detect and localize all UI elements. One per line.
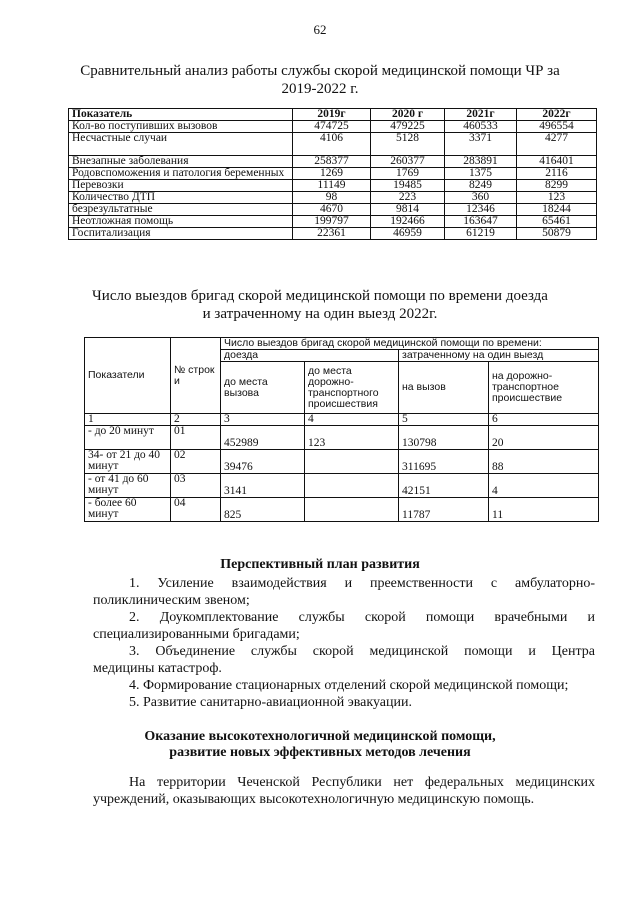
hightech-paragraph-line1: На территории Чеченской Республики нет федеральных медицинских xyxy=(129,775,595,790)
row-label: Несчастные случаи xyxy=(69,133,293,156)
value-cell: 4106 xyxy=(293,133,371,156)
plan-item-3-line1: 3. Объединение службы скорой медицинской помощи и Центра xyxy=(129,644,595,659)
column-number: 4 xyxy=(305,414,399,426)
row-label: - до 20 минут xyxy=(85,426,171,450)
column-number-row xyxy=(85,414,599,426)
table-row xyxy=(69,192,597,204)
value-cell: 5128 xyxy=(371,133,445,156)
arrival-time-header: доезда xyxy=(221,350,399,362)
table1-header-cell: 2021г xyxy=(445,109,517,121)
value-cell: 88 xyxy=(489,450,599,474)
hightech-heading-line1: Оказание высокотехнологичной медицинской помощи, xyxy=(144,729,496,744)
table1-header-cell: 2020 г xyxy=(371,109,445,121)
row-label: Неотложная помощь xyxy=(69,216,293,228)
plan-item-5: 5. Развитие санитарно-авиационной эвакуации. xyxy=(129,695,412,710)
hightech-heading-line2: развитие новых эффективных методов лечения xyxy=(169,745,471,760)
column-number: 3 xyxy=(221,414,305,426)
row-label: безрезультатные xyxy=(69,204,293,216)
row-label: Госпитализация xyxy=(69,228,293,240)
plan-item-4: 4. Формирование стационарных отделений скорой медицинской помощи; xyxy=(129,678,569,693)
value-cell: 3141 xyxy=(221,474,305,498)
plan-item-1-line2: поликлиническим звеном; xyxy=(93,593,250,608)
plan-item-2 xyxy=(93,609,595,643)
table-row xyxy=(69,168,597,180)
to-road-accident-header: до места дорожно-транспортного происшествия xyxy=(305,362,399,414)
value-cell: 11149 xyxy=(293,180,371,192)
per-call-header: на вызов xyxy=(399,362,489,414)
value-cell: 1269 xyxy=(293,168,371,180)
row-number-header: № строк и xyxy=(171,338,221,414)
hightech-paragraph xyxy=(93,774,595,808)
table2-group-header-row xyxy=(85,338,599,350)
column-number: 5 xyxy=(399,414,489,426)
value-cell: 39476 xyxy=(221,450,305,474)
table-row xyxy=(69,204,597,216)
value-cell xyxy=(305,474,399,498)
value-cell: 1769 xyxy=(371,168,445,180)
row-label: Кол-во поступивших вызовов xyxy=(69,121,293,133)
value-cell: 46959 xyxy=(371,228,445,240)
table2-title xyxy=(70,287,570,323)
table-row xyxy=(85,474,599,498)
value-cell: 22361 xyxy=(293,228,371,240)
value-cell: 12346 xyxy=(445,204,517,216)
table-row xyxy=(69,216,597,228)
table-row xyxy=(69,133,597,156)
table-row xyxy=(85,498,599,522)
value-cell: 163647 xyxy=(445,216,517,228)
table1-header-row xyxy=(69,109,597,121)
row-number: 03 xyxy=(171,474,221,498)
row-label: Внезапные заболевания xyxy=(69,156,293,168)
hightech-heading xyxy=(70,729,570,761)
value-cell: 123 xyxy=(305,426,399,450)
hightech-paragraph-line2: учреждений, оказывающих высокотехнологичную медицинскую помощь. xyxy=(93,792,535,807)
table-row xyxy=(69,121,597,133)
row-label: - от 41 до 60 минут xyxy=(85,474,171,498)
page-number: 62 xyxy=(313,22,327,37)
value-cell: 452989 xyxy=(221,426,305,450)
table1-title-line1: Сравнительный анализ работы службы скорой медицинской помощи ЧР за xyxy=(80,63,560,79)
plan-item-3-line2: медицины катастроф. xyxy=(93,661,222,676)
plan-item-2-line2: специализированными бригадами; xyxy=(93,627,300,642)
plan-item-2-line1: 2. Доукомплектование службы скорой помощи врачебными и xyxy=(129,610,595,625)
calls-by-time-table xyxy=(84,337,599,522)
value-cell: 50879 xyxy=(517,228,597,240)
value-cell: 311695 xyxy=(399,450,489,474)
value-cell: 496554 xyxy=(517,121,597,133)
value-cell: 4670 xyxy=(293,204,371,216)
value-cell: 42151 xyxy=(399,474,489,498)
to-call-place-header: до места вызова xyxy=(221,362,305,414)
table-row xyxy=(69,156,597,168)
value-cell: 65461 xyxy=(517,216,597,228)
table1-title-line2: 2019-2022 г. xyxy=(281,81,359,97)
table2-title-line2: и затраченному на один выезд 2022г. xyxy=(202,306,438,322)
table2-title-line1: Число выездов бригад скорой медицинской помощи по времени доезда xyxy=(92,288,548,304)
value-cell xyxy=(305,450,399,474)
value-cell: 474725 xyxy=(293,121,371,133)
table-row xyxy=(85,450,599,474)
value-cell: 11787 xyxy=(399,498,489,522)
time-spent-header: затраченному на один выезд xyxy=(399,350,599,362)
value-cell: 2116 xyxy=(517,168,597,180)
plan-item-3 xyxy=(93,643,595,677)
value-cell: 98 xyxy=(293,192,371,204)
value-cell: 18244 xyxy=(517,204,597,216)
value-cell: 260377 xyxy=(371,156,445,168)
row-number: 02 xyxy=(171,450,221,474)
value-cell: 8249 xyxy=(445,180,517,192)
plan-item-1-line1: 1. Усиление взаимодействия и преемственности с амбулаторно- xyxy=(129,576,595,591)
value-cell: 130798 xyxy=(399,426,489,450)
row-label: Родовспоможения и патология беременных xyxy=(69,168,293,180)
value-cell: 123 xyxy=(517,192,597,204)
value-cell: 3371 xyxy=(445,133,517,156)
row-number: 01 xyxy=(171,426,221,450)
development-plan-heading: Перспективный план развития xyxy=(220,557,420,572)
table-row xyxy=(69,180,597,192)
value-cell: 223 xyxy=(371,192,445,204)
value-cell xyxy=(305,498,399,522)
row-label: Количество ДТП xyxy=(69,192,293,204)
plan-item-1 xyxy=(93,575,595,609)
value-cell: 4277 xyxy=(517,133,597,156)
row-label: 34- от 21 до 40 минут xyxy=(85,450,171,474)
row-label: - более 60 минут xyxy=(85,498,171,522)
column-number: 1 xyxy=(85,414,171,426)
value-cell: 416401 xyxy=(517,156,597,168)
value-cell: 11 xyxy=(489,498,599,522)
row-number: 04 xyxy=(171,498,221,522)
value-cell: 20 xyxy=(489,426,599,450)
value-cell: 19485 xyxy=(371,180,445,192)
column-number: 6 xyxy=(489,414,599,426)
table1-title xyxy=(70,62,570,98)
value-cell: 4 xyxy=(489,474,599,498)
comparative-analysis-table xyxy=(68,108,597,240)
value-cell: 360 xyxy=(445,192,517,204)
value-cell: 479225 xyxy=(371,121,445,133)
row-label: Перевозки xyxy=(69,180,293,192)
table1-header-cell: 2022г xyxy=(517,109,597,121)
value-cell: 9814 xyxy=(371,204,445,216)
indicator-header: Показатели xyxy=(85,338,171,414)
column-number: 2 xyxy=(171,414,221,426)
value-cell: 199797 xyxy=(293,216,371,228)
value-cell: 8299 xyxy=(517,180,597,192)
value-cell: 258377 xyxy=(293,156,371,168)
per-road-accident-header: на дорожно-транспортное происшествие xyxy=(489,362,599,414)
table1-header-cell: Показатель xyxy=(69,109,293,121)
table-row xyxy=(69,228,597,240)
value-cell: 192466 xyxy=(371,216,445,228)
value-cell: 61219 xyxy=(445,228,517,240)
value-cell: 1375 xyxy=(445,168,517,180)
value-cell: 825 xyxy=(221,498,305,522)
table1-header-cell: 2019г xyxy=(293,109,371,121)
value-cell: 460533 xyxy=(445,121,517,133)
value-cell: 283891 xyxy=(445,156,517,168)
table-row xyxy=(85,426,599,450)
calls-by-time-header: Число выездов бригад скорой медицинской помощи по времени: xyxy=(221,338,599,350)
